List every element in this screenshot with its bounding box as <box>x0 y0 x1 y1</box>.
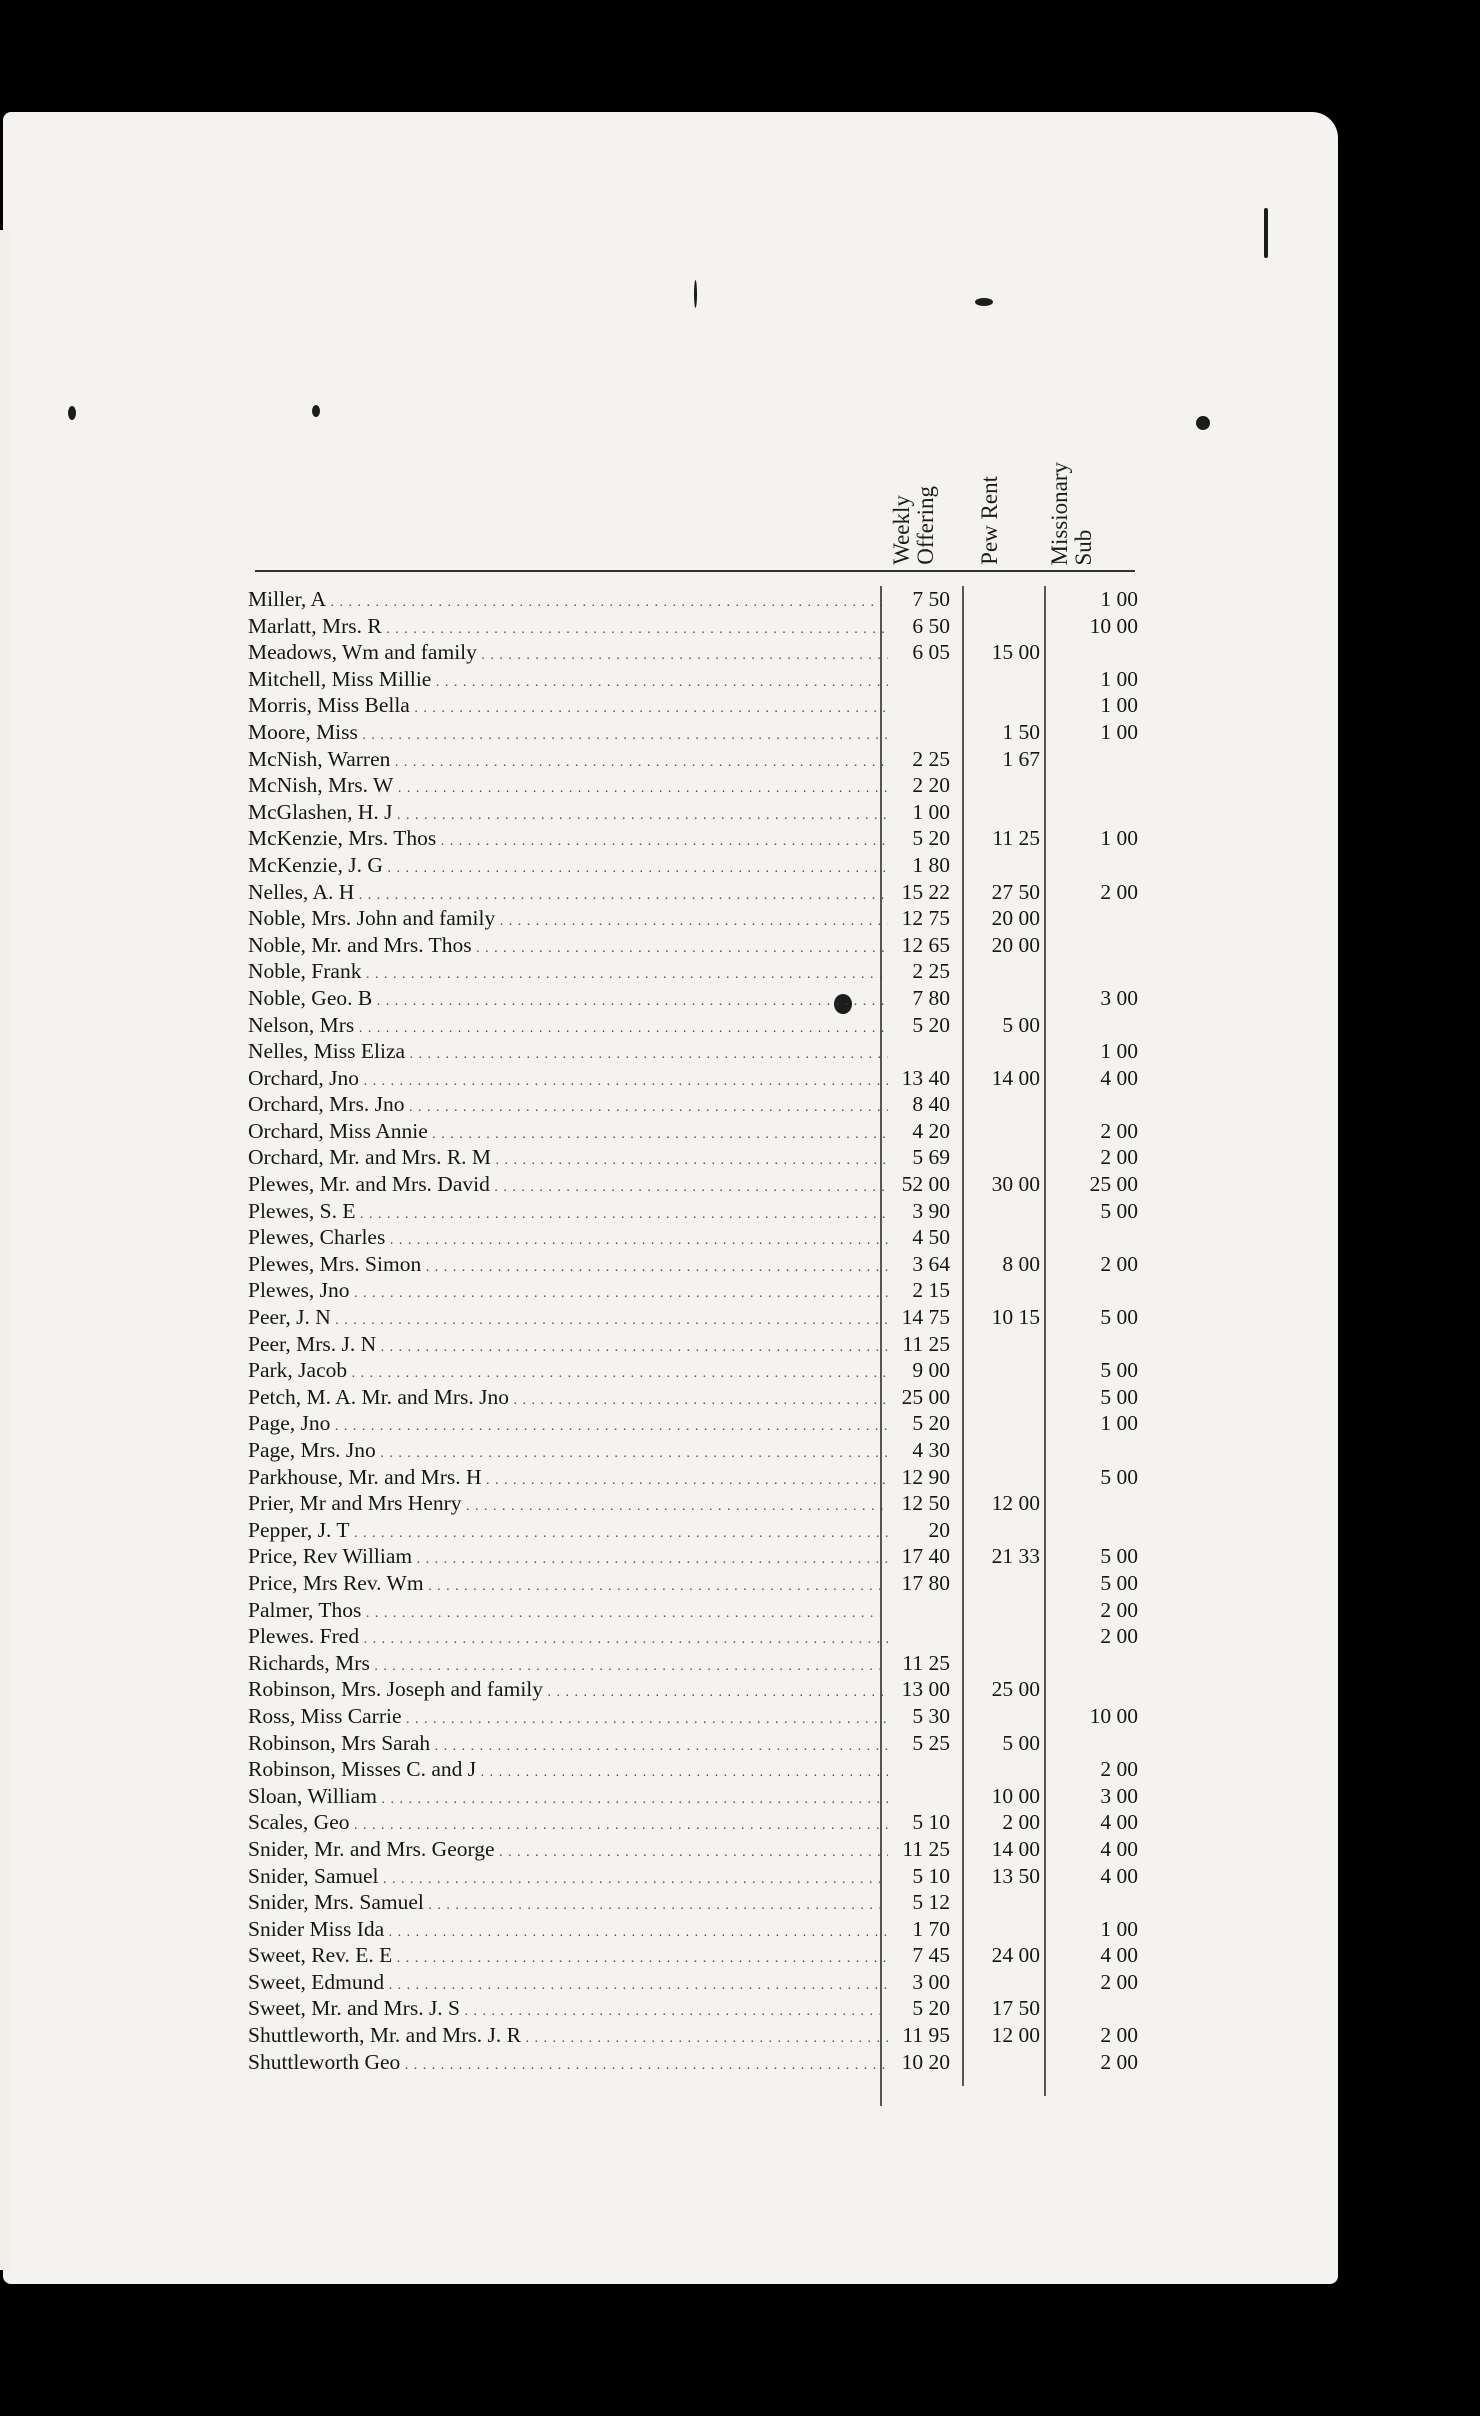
table-row <box>248 1703 1148 1730</box>
contributor-name: Orchard, Jno . . . <box>248 1065 888 1096</box>
contributor-name: Mitchell, Miss Millie . . . <box>248 666 888 697</box>
contributor-name: Plewes, Mr. and Mrs. David . . . <box>248 1171 888 1202</box>
weekly-offering-cell: 12 50 <box>901 1491 950 1516</box>
pew-rent-cell: 21 33 <box>991 1544 1040 1569</box>
table-row <box>248 905 1148 932</box>
missionary-sub-cell: 1 00 <box>1100 666 1138 691</box>
contributor-name: Morris, Miss Bella . . . <box>248 692 888 723</box>
table-row <box>248 692 1148 719</box>
table-row <box>248 2049 1148 2076</box>
table-row <box>248 1597 1148 1624</box>
missionary-sub-cell: 4 00 <box>1100 1943 1138 1968</box>
missionary-sub-cell: 3 00 <box>1100 1783 1138 1808</box>
scan-speck <box>312 405 320 417</box>
missionary-sub-cell: 2 00 <box>1100 2023 1138 2048</box>
contributor-name: McNish, Mrs. W . . . <box>248 772 888 803</box>
missionary-sub-cell: 5 00 <box>1100 1544 1138 1569</box>
weekly-offering-cell: 10 20 <box>901 2049 950 2074</box>
pew-rent-cell: 15 00 <box>991 640 1040 665</box>
weekly-offering-cell: 20 <box>928 1517 950 1542</box>
table-row <box>248 799 1148 826</box>
table-row <box>248 1012 1148 1039</box>
missionary-sub-cell: 1 00 <box>1100 693 1138 718</box>
weekly-offering-cell: 3 64 <box>912 1251 950 1276</box>
missionary-sub-cell: 1 00 <box>1100 719 1138 744</box>
contributor-name: Snider, Samuel . . . <box>248 1863 888 1894</box>
contributor-name: Plewes, S. E . . . <box>248 1198 888 1229</box>
table-row <box>248 1251 1148 1278</box>
missionary-sub-cell: 5 00 <box>1100 1305 1138 1330</box>
table-row <box>248 1889 1148 1916</box>
missionary-sub-cell: 2 00 <box>1100 1597 1138 1622</box>
missionary-sub-header: Missionary Sub <box>1047 461 1096 565</box>
pew-rent-cell: 5 00 <box>1002 1730 1040 1755</box>
missionary-sub-cell: 5 00 <box>1100 1464 1138 1489</box>
missionary-sub-cell: 1 00 <box>1100 1039 1138 1064</box>
table-row <box>248 1038 1148 1065</box>
contributor-name: Scales, Geo . . . <box>248 1809 888 1840</box>
contributor-name: Plewes, Jno . . . <box>248 1277 888 1308</box>
table-row <box>248 1517 1148 1544</box>
weekly-offering-cell: 5 10 <box>912 1863 950 1888</box>
pew-rent-cell: 14 00 <box>991 1836 1040 1861</box>
table-row <box>248 1091 1148 1118</box>
table-row <box>248 1224 1148 1251</box>
contributor-name: Snider, Mrs. Samuel . . . <box>248 1889 888 1920</box>
table-row <box>248 2022 1148 2049</box>
contributor-name: Meadows, Wm and family . . . <box>248 639 888 670</box>
table-row <box>248 1384 1148 1411</box>
table-row <box>248 1543 1148 1570</box>
weekly-offering-cell: 6 05 <box>912 640 950 665</box>
pew-rent-header: Pew Rent <box>977 476 1002 565</box>
weekly-offering-cell: 15 22 <box>901 879 950 904</box>
weekly-offering-cell: 2 25 <box>912 746 950 771</box>
contributor-name: Petch, M. A. Mr. and Mrs. Jno . . . <box>248 1384 888 1415</box>
scan-speck <box>1264 208 1268 258</box>
contributor-name: McKenzie, J. G . . . <box>248 852 888 883</box>
missionary-sub-cell: 2 00 <box>1100 1118 1138 1143</box>
pew-rent-cell: 12 00 <box>991 2023 1040 2048</box>
table-row <box>248 1144 1148 1171</box>
missionary-sub-cell: 5 00 <box>1100 1570 1138 1595</box>
header-rule <box>255 570 1135 572</box>
weekly-offering-cell: 12 65 <box>901 932 950 957</box>
missionary-sub-cell: 5 00 <box>1100 1384 1138 1409</box>
weekly-offering-cell: 5 25 <box>912 1730 950 1755</box>
contributor-name: Palmer, Thos . . . <box>248 1597 888 1628</box>
contributor-name: Shuttleworth Geo . . . <box>248 2049 888 2080</box>
contributor-name: Sweet, Mr. and Mrs. J. S . . . <box>248 1995 888 2026</box>
pew-rent-cell: 30 00 <box>991 1172 1040 1197</box>
missionary-sub-cell: 2 00 <box>1100 1757 1138 1782</box>
table-row <box>248 1809 1148 1836</box>
pew-rent-cell: 10 15 <box>991 1305 1040 1330</box>
pew-rent-cell: 25 00 <box>991 1677 1040 1702</box>
contributor-name: Sweet, Rev. E. E . . . <box>248 1942 888 1973</box>
contributor-name: Snider, Mr. and Mrs. George . . . <box>248 1836 888 1867</box>
contributor-name: Noble, Mr. and Mrs. Thos . . . <box>248 932 888 963</box>
table-row <box>248 1171 1148 1198</box>
table-row <box>248 1570 1148 1597</box>
contributor-name: Ross, Miss Carrie . . . <box>248 1703 888 1734</box>
weekly-offering-cell: 5 12 <box>912 1890 950 1915</box>
table-row <box>248 985 1148 1012</box>
contributor-name: Plewes, Mrs. Simon . . . <box>248 1251 888 1282</box>
pew-rent-cell: 27 50 <box>991 879 1040 904</box>
table-row <box>248 1198 1148 1225</box>
contributor-name: Richards, Mrs . . . <box>248 1650 888 1681</box>
table-row <box>248 586 1148 613</box>
table-row <box>248 958 1148 985</box>
weekly-offering-cell: 11 25 <box>902 1836 950 1861</box>
table-row <box>248 1065 1148 1092</box>
scan-speck <box>68 406 76 420</box>
weekly-offering-cell: 2 15 <box>912 1278 950 1303</box>
missionary-sub-cell: 4 00 <box>1100 1836 1138 1861</box>
table-row <box>248 1942 1148 1969</box>
table-row <box>248 825 1148 852</box>
weekly-offering-cell: 3 90 <box>912 1198 950 1223</box>
weekly-offering-cell: 4 50 <box>912 1225 950 1250</box>
contributor-name: Plewes, Charles . . . <box>248 1224 888 1255</box>
weekly-offering-cell: 6 50 <box>912 613 950 638</box>
contributor-name: Noble, Geo. B . . . <box>248 985 888 1016</box>
weekly-offering-cell: 12 90 <box>901 1464 950 1489</box>
weekly-offering-cell: 2 25 <box>912 959 950 984</box>
table-row <box>248 1331 1148 1358</box>
weekly-offering-cell: 12 75 <box>901 906 950 931</box>
table-row <box>248 1490 1148 1517</box>
weekly-offering-cell: 5 20 <box>912 826 950 851</box>
table-row <box>248 1863 1148 1890</box>
pew-rent-cell: 1 50 <box>1002 719 1040 744</box>
weekly-offering-cell: 1 00 <box>912 799 950 824</box>
contributor-name: Peer, J. N . . . <box>248 1304 888 1335</box>
table-row <box>248 1357 1148 1384</box>
contributor-name: Park, Jacob . . . <box>248 1357 888 1388</box>
missionary-sub-cell: 1 00 <box>1100 826 1138 851</box>
weekly-offering-cell: 52 00 <box>901 1172 950 1197</box>
table-row <box>248 719 1148 746</box>
missionary-sub-cell: 1 00 <box>1100 587 1138 611</box>
scan-speck <box>694 280 697 308</box>
contributor-name: McNish, Warren . . . <box>248 746 888 777</box>
table-row <box>248 1118 1148 1145</box>
weekly-offering-cell: 7 50 <box>912 587 950 611</box>
weekly-offering-cell: 17 40 <box>901 1544 950 1569</box>
missionary-sub-cell: 4 00 <box>1100 1065 1138 1090</box>
table-row <box>248 1623 1148 1650</box>
table-row <box>248 1410 1148 1437</box>
missionary-sub-cell: 2 00 <box>1100 1145 1138 1170</box>
table-row <box>248 1437 1148 1464</box>
weekly-offering-cell: 5 10 <box>912 1810 950 1835</box>
weekly-offering-cell: 13 40 <box>901 1065 950 1090</box>
contributor-name: Noble, Mrs. John and family . . . <box>248 905 888 936</box>
contributor-name: Snider Miss Ida . . . <box>248 1916 888 1947</box>
weekly-offering-cell: 17 80 <box>901 1570 950 1595</box>
missionary-sub-cell: 2 00 <box>1100 2049 1138 2074</box>
contributor-name: Marlatt, Mrs. R . . . <box>248 613 888 644</box>
table-row <box>248 1277 1148 1304</box>
scan-speck <box>975 298 993 306</box>
weekly-offering-cell: 1 70 <box>912 1916 950 1941</box>
contributor-name: Plewes. Fred . . . <box>248 1623 888 1654</box>
contributor-name: Peer, Mrs. J. N . . . <box>248 1331 888 1362</box>
pew-rent-cell: 10 00 <box>991 1783 1040 1808</box>
contributor-name: Nelles, A. H . . . <box>248 879 888 910</box>
table-row <box>248 746 1148 773</box>
contributor-name: McKenzie, Mrs. Thos . . . <box>248 825 888 856</box>
weekly-offering-cell: 5 20 <box>912 1996 950 2021</box>
weekly-offering-cell: 11 95 <box>902 2023 950 2048</box>
table-row <box>248 1464 1148 1491</box>
table-row <box>248 932 1148 959</box>
weekly-offering-cell: 11 25 <box>902 1650 950 1675</box>
table-row <box>248 1756 1148 1783</box>
weekly-offering-cell: 7 80 <box>912 985 950 1010</box>
contributions-table <box>248 586 1148 2075</box>
missionary-sub-cell: 5 00 <box>1100 1358 1138 1383</box>
table-row <box>248 1730 1148 1757</box>
missionary-sub-cell: 1 00 <box>1100 1916 1138 1941</box>
contributor-name: Orchard, Mrs. Jno . . . <box>248 1091 888 1122</box>
contributor-name: Robinson, Misses C. and J . . . <box>248 1756 888 1787</box>
scan-speck <box>1196 416 1210 430</box>
contributor-name: Prier, Mr and Mrs Henry . . . <box>248 1490 888 1521</box>
pew-rent-cell: 14 00 <box>991 1065 1040 1090</box>
pew-rent-cell: 12 00 <box>991 1491 1040 1516</box>
missionary-sub-cell: 4 00 <box>1100 1810 1138 1835</box>
weekly-offering-header: Weekly Offering <box>889 486 938 565</box>
pew-rent-cell: 1 67 <box>1002 746 1040 771</box>
contributor-name: Page, Mrs. Jno . . . <box>248 1437 888 1468</box>
table-row <box>248 1783 1148 1810</box>
missionary-sub-cell: 5 00 <box>1100 1198 1138 1223</box>
table-row <box>248 852 1148 879</box>
table-row <box>248 772 1148 799</box>
table-row <box>248 1676 1148 1703</box>
pew-rent-cell: 5 00 <box>1002 1012 1040 1037</box>
pew-rent-cell: 8 00 <box>1002 1251 1040 1276</box>
missionary-sub-cell: 25 00 <box>1089 1172 1138 1197</box>
missionary-sub-cell: 2 00 <box>1100 1251 1138 1276</box>
weekly-offering-cell: 5 20 <box>912 1411 950 1436</box>
contributor-name: Orchard, Miss Annie . . . <box>248 1118 888 1149</box>
missionary-sub-cell: 4 00 <box>1100 1863 1138 1888</box>
weekly-offering-cell: 14 75 <box>901 1305 950 1330</box>
weekly-offering-cell: 5 30 <box>912 1703 950 1728</box>
pew-rent-cell: 20 00 <box>991 906 1040 931</box>
pew-rent-cell: 13 50 <box>991 1863 1040 1888</box>
table-row <box>248 1995 1148 2022</box>
facing-page-edge <box>0 230 10 2270</box>
pew-rent-cell: 17 50 <box>991 1996 1040 2021</box>
contributor-name: Price, Mrs Rev. Wm . . . <box>248 1570 888 1601</box>
pew-rent-cell: 24 00 <box>991 1943 1040 1968</box>
contributor-name: Parkhouse, Mr. and Mrs. H . . . <box>248 1464 888 1495</box>
weekly-offering-cell: 5 69 <box>912 1145 950 1170</box>
weekly-offering-cell: 1 80 <box>912 852 950 877</box>
weekly-offering-cell: 5 20 <box>912 1012 950 1037</box>
weekly-offering-cell: 7 45 <box>912 1943 950 1968</box>
weekly-offering-cell: 2 20 <box>912 773 950 798</box>
contributor-name: McGlashen, H. J . . . <box>248 799 888 830</box>
table-row <box>248 666 1148 693</box>
contributor-name: Miller, A . . . <box>248 586 888 617</box>
missionary-sub-cell: 10 00 <box>1089 1703 1138 1728</box>
missionary-sub-cell: 2 00 <box>1100 879 1138 904</box>
weekly-offering-cell: 9 00 <box>912 1358 950 1383</box>
pew-rent-cell: 11 25 <box>992 826 1040 851</box>
weekly-offering-cell: 4 30 <box>912 1438 950 1462</box>
missionary-sub-cell: 3 00 <box>1100 985 1138 1010</box>
contributor-name: Shuttleworth, Mr. and Mrs. J. R . . . <box>248 2022 888 2053</box>
weekly-offering-cell: 25 00 <box>901 1384 950 1409</box>
missionary-sub-cell: 1 00 <box>1100 1411 1138 1436</box>
contributor-name: Nelson, Mrs . . . <box>248 1012 888 1043</box>
weekly-offering-cell: 11 25 <box>902 1331 950 1356</box>
contributor-name: Orchard, Mr. and Mrs. R. M . . . <box>248 1144 888 1175</box>
contributor-name: Page, Jno . . . <box>248 1410 888 1441</box>
weekly-offering-cell: 8 40 <box>912 1092 950 1117</box>
table-row <box>248 1969 1148 1996</box>
table-row <box>248 1304 1148 1331</box>
table-row <box>248 879 1148 906</box>
contributor-name: Robinson, Mrs Sarah . . . <box>248 1730 888 1761</box>
table-row <box>248 639 1148 666</box>
missionary-sub-cell: 2 00 <box>1100 1969 1138 1994</box>
weekly-offering-cell: 3 00 <box>912 1969 950 1994</box>
pew-rent-cell: 2 00 <box>1002 1810 1040 1835</box>
contributor-name: Pepper, J. T . . . <box>248 1517 888 1548</box>
contributor-name: Robinson, Mrs. Joseph and family . . . <box>248 1676 888 1707</box>
missionary-sub-cell: 2 00 <box>1100 1624 1138 1649</box>
table-row <box>248 613 1148 640</box>
weekly-offering-cell: 4 20 <box>912 1118 950 1143</box>
missionary-sub-cell: 10 00 <box>1089 613 1138 638</box>
pew-rent-cell: 20 00 <box>991 932 1040 957</box>
contributor-name: Price, Rev William . . . <box>248 1543 888 1574</box>
table-row <box>248 1650 1148 1677</box>
table-row <box>248 1836 1148 1863</box>
contributor-name: Moore, Miss . . . <box>248 719 888 750</box>
column-headers <box>880 405 1140 565</box>
contributor-name: Sloan, William . . . <box>248 1783 888 1814</box>
contributor-name: Sweet, Edmund . . . <box>248 1969 888 2000</box>
contributor-name: Noble, Frank . . . <box>248 958 888 989</box>
table-row <box>248 1916 1148 1943</box>
weekly-offering-cell: 13 00 <box>901 1677 950 1702</box>
contributor-name: Nelles, Miss Eliza . . . <box>248 1038 888 1069</box>
